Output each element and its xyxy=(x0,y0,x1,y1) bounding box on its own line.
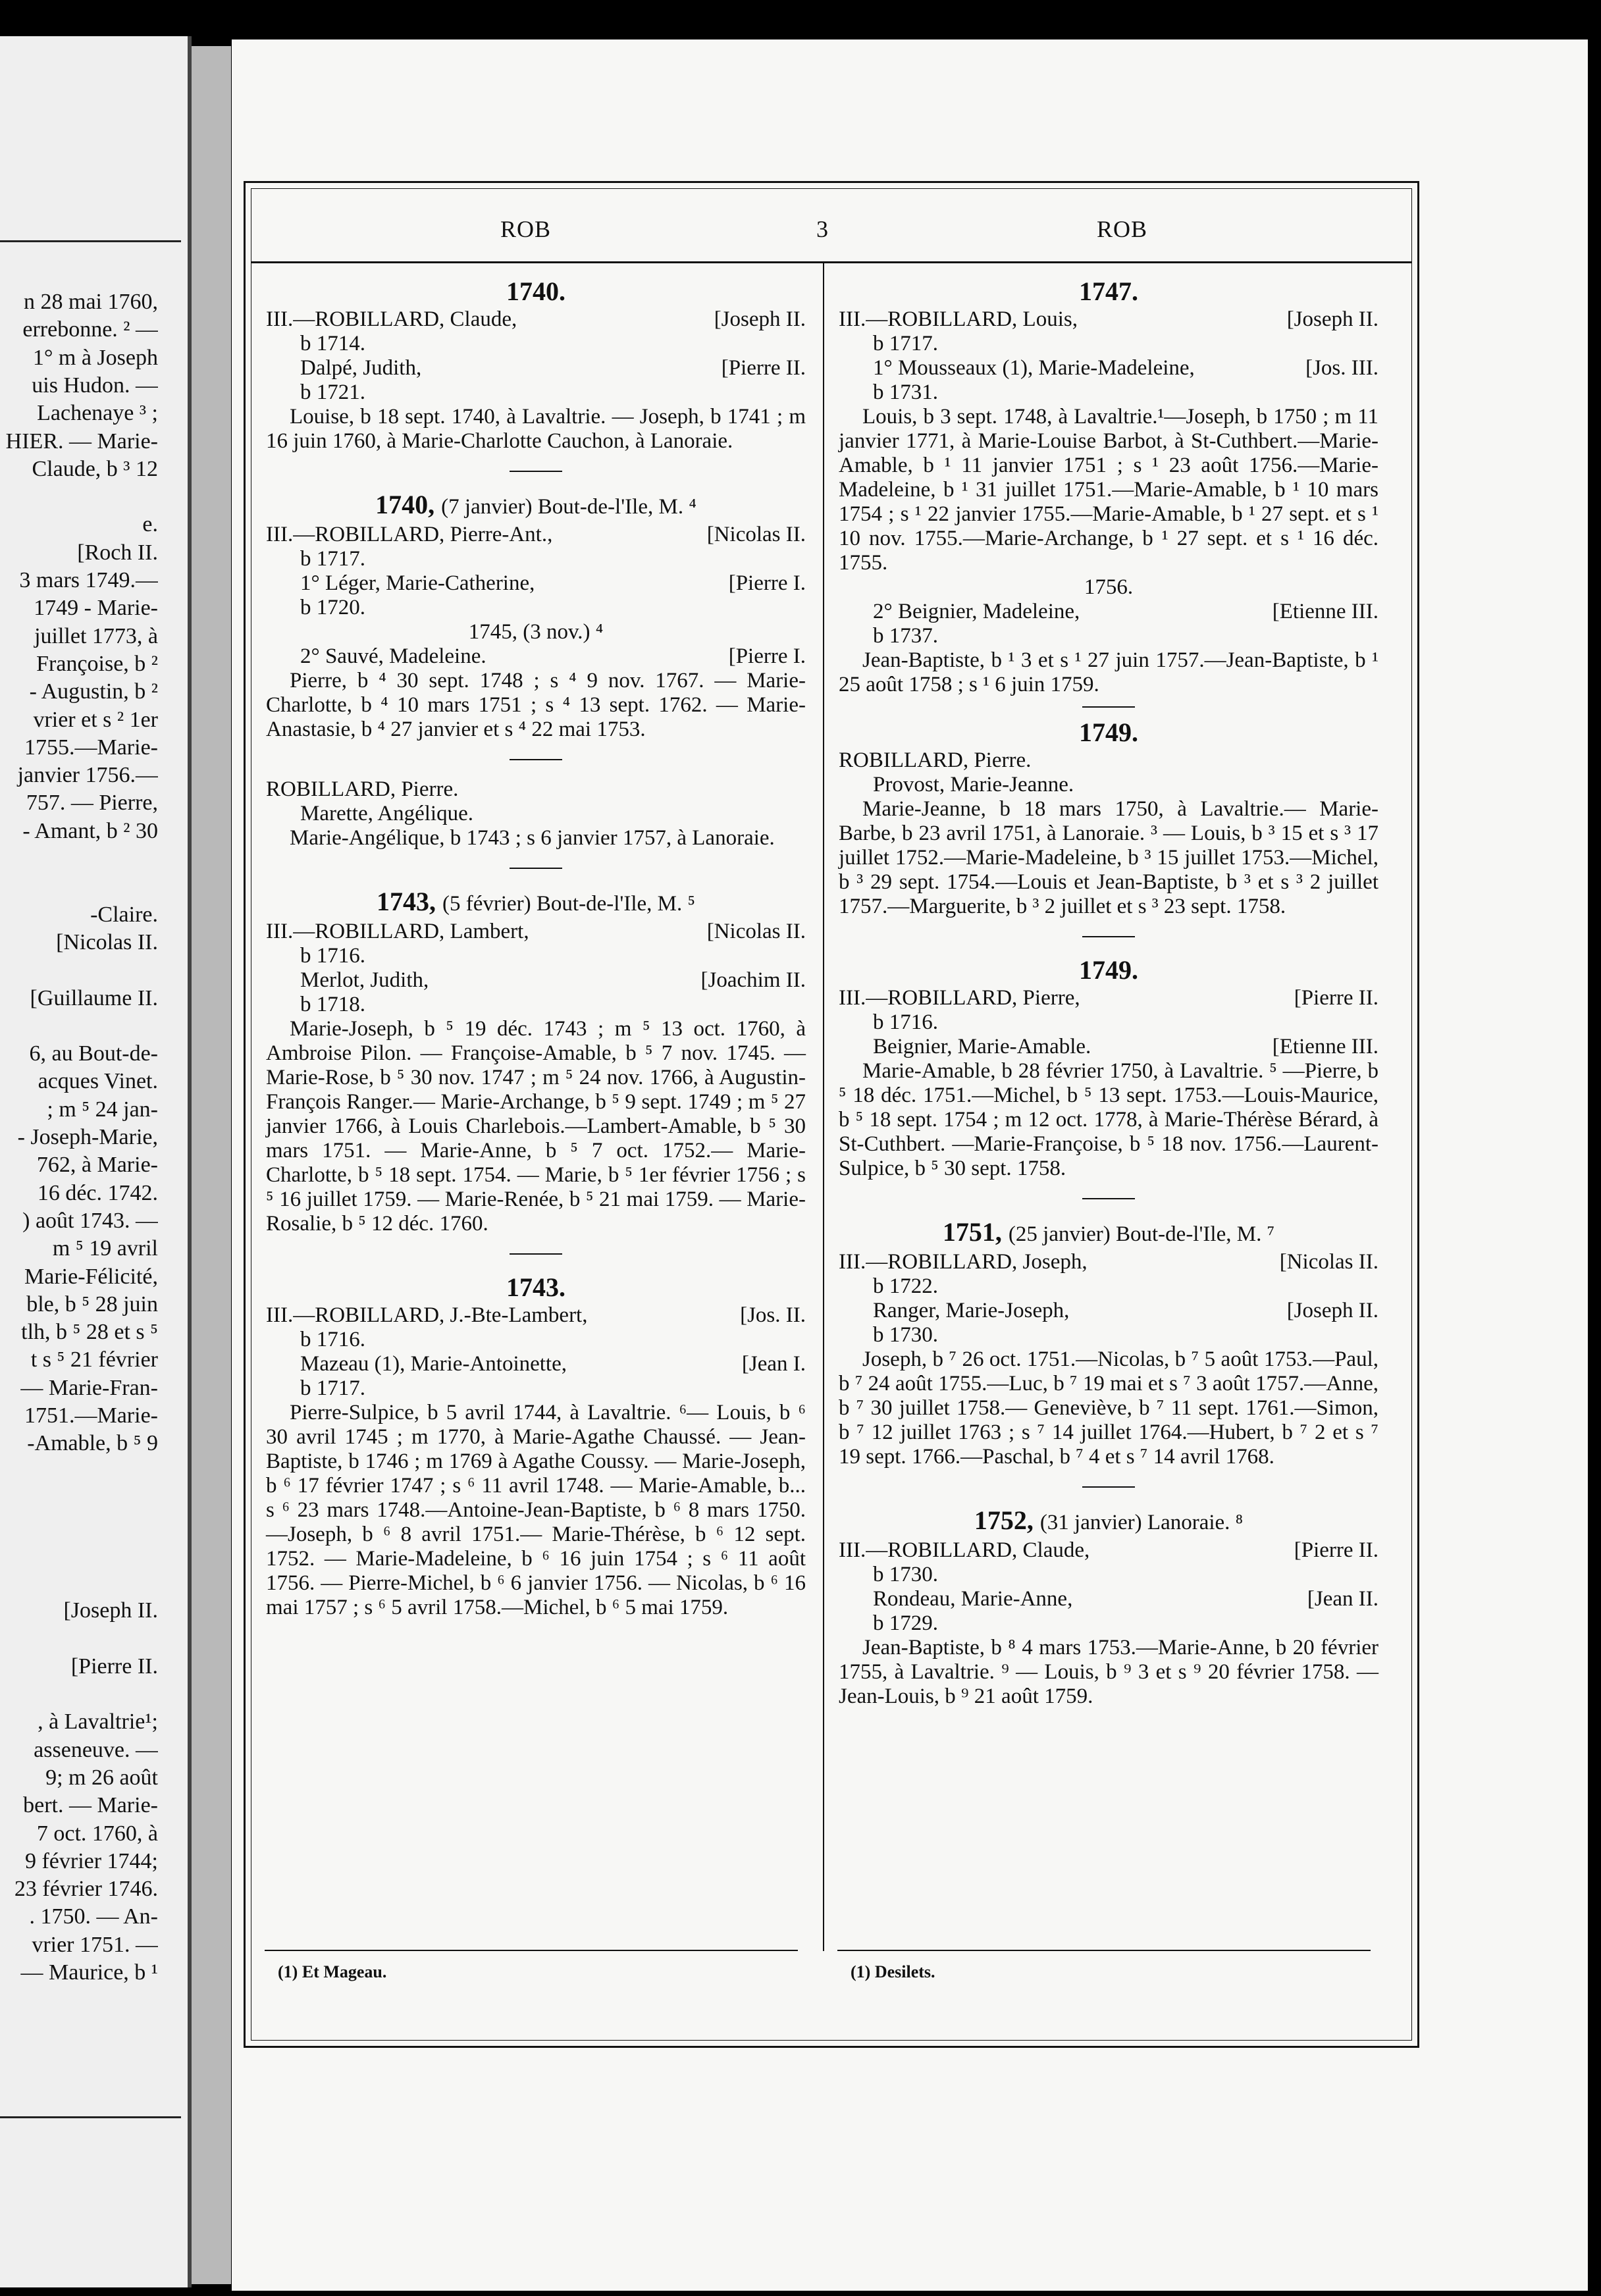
husband-line: ROBILLARD, Pierre. xyxy=(266,777,459,801)
adjacent-page-line: — Marie-Fran- xyxy=(20,1375,158,1400)
adjacent-page-line: Lachenaye ³ ; xyxy=(37,401,158,426)
wife-line: Ranger, Marie-Joseph, [Joseph II. xyxy=(873,1299,1378,1322)
footnote-rule xyxy=(837,1950,1371,1951)
wife-line: Mazeau (1), Marie-Antoinette, [Jean I. xyxy=(300,1352,806,1376)
adjacent-page-line: 16 déc. 1742. xyxy=(37,1180,158,1205)
husband-line: III.—ROBILLARD, Claude, [Pierre II. xyxy=(839,1538,1378,1562)
wife-line: Rondeau, Marie-Anne, [Jean II. xyxy=(873,1587,1378,1611)
adjacent-page-line: bert. — Marie- xyxy=(23,1793,158,1818)
footnote-rule xyxy=(265,1950,798,1951)
entry-separator xyxy=(1082,1198,1135,1199)
adjacent-page-line: errebonne. ² — xyxy=(22,317,158,342)
adjacent-page-line: 762, à Marie- xyxy=(36,1153,158,1178)
entry-year: 1752, (31 janvier) Lanoraie. ⁸ xyxy=(974,1505,1244,1535)
adjacent-page-line: m ⁵ 19 avril xyxy=(52,1236,158,1261)
adjacent-page-line: 23 février 1746. xyxy=(14,1877,158,1902)
husband-line: III.—ROBILLARD, Joseph, [Nicolas II. xyxy=(839,1250,1378,1274)
adjacent-page-line: 9; m 26 août xyxy=(45,1765,158,1790)
adjacent-page-line: - Augustin, b ² xyxy=(29,679,158,704)
adjacent-page-line: uis Hudon. — xyxy=(32,373,158,398)
adjacent-page-line: -Amable, b ⁵ 9 xyxy=(27,1431,158,1456)
adjacent-page-line: vrier 1751. — xyxy=(32,1932,158,1957)
entry-year: 1749. xyxy=(1079,718,1138,747)
adjacent-page-line: [Nicolas II. xyxy=(56,929,158,954)
wife-line: Marette, Angélique. xyxy=(300,802,474,825)
adjacent-page-line: ble, b ⁵ 28 juin xyxy=(26,1292,158,1317)
entry-year: 1751, (25 janvier) Bout-de-l'Ile, M. ⁷ xyxy=(942,1217,1275,1247)
entry-separator xyxy=(510,868,562,869)
page-frame xyxy=(244,181,1419,2048)
right-column: 1747. III.—ROBILLARD, Louis, [Joseph II. b 1717. 1° Mousseaux (1), Marie-Madeleine, [Jos. III. b 1731. Louis, b 3 sept. 1748, à Lavaltrie.¹—Joseph, b 1750 ; m 11 janvier 1771, à Marie-Louise Barbot, à St-Cuthbert.—Marie-Amable, b ¹ 11 janvier 1751 ; s ¹ 23 août 1756.—Marie-Madeleine, b ¹ 31 juillet 1751.—Marie-Amable, b ¹ 10 mars 1754 ; s ¹ 22 janvier 1755.—Marie-Amable, b ¹ 27 sept. et s ¹ 10 nov. 1755.—Marie-Archange, b ¹ 27 sept. et s ¹ 16 déc. 1755. 1756. 2° Beignier, Madeleine, [Etienne III. b 1737. Jean-Baptiste, b ¹ 3 et s ¹ 27 juin 1757.—Jean-Baptiste, b ¹ 25 août 1758 ; s ¹ 6 juin 1759. 1749. ROBILLARD, Pierre. Provost, Marie-Jeanne. Marie-Jeanne, b 18 mars 1750, à Lavaltrie.— Marie-Barbe, b 23 avril 1751, à Lanoraie. ³ — Louis, b ³ 15 et s ³ 17 juillet 1752.—Marie-Madeleine, b ³ 15 juillet 1753.—Michel, b ³ 29 sept. 1754.—Louis et Jean-Baptiste, b ³ et s ³ 2 juillet 1757.—Marguerite, b ³ 2 juillet et s ³ 23 sept. 1758. 1749. III.—ROBILLARD, Pierre, [Pierre II. b 1716. Beignier, Marie-Amable. [Etienne III. Marie-Amable, b 28 février 1750, à Lavaltrie. ⁵ —Pierre, b ⁵ 18 déc. 1751.—Michel, b ⁵ 13 sept. 1753.—Louis-Maurice, b ⁵ 18 sept. 1754 ; m 12 oct. 1778, à Marie-Thérèse Bérard, à St-Cuthbert. —Marie-Françoise, b ⁵ 18 nov. 1756.—Laurent-Sulpice, b ⁵ 30 sept. 1758. 1751, (25 janvier) Bout-de-l'Ile, M. ⁷ III.—ROBILLARD, Joseph, [Nicolas II. b 1722. Ranger, Marie-Joseph, [Joseph II. b 1730. Joseph, b ⁷ 26 oct. 1751.—Nicolas, b ⁷ 5 août 1753.—Paul, b ⁷ 24 août 1755.—Luc, b ⁷ 19 mai et s ⁷ 3 août 1757.—Anne, b ⁷ 30 juillet 1758.— Geneviève, b ⁷ 11 sept. 1761.—Simon, b ⁷ 12 juillet 1763 ; s ⁷ 14 juillet 1764.—Hubert, b ⁷ 2 et s ⁷ 19 sept. 1766.—Paschal, b ⁷ 4 et s ⁷ 14 avril 1768. 1752, (31 janvier) Lanoraie. ⁸ III.—ROBILLARD, Claude, [Pierre II. b 1730. Rondeau, Marie-Anne, [Jean II. b 1729. Jean-Baptiste, b ⁸ 4 mars 1753.—Marie-Anne, b 20 février 1755, à Lavaltrie. ⁹ — Louis, b ⁹ 3 et s ⁹ 20 février 1758. — Jean-Louis, b ⁹ 21 août 1759. xyxy=(839,276,1378,1708)
adjacent-page-fragment xyxy=(0,36,192,2287)
adjacent-page-line: 1° m à Joseph xyxy=(32,345,158,370)
children-list: Jean-Baptiste, b ¹ 3 et s ¹ 27 juin 1757.—Jean-Baptiste, b ¹ 25 août 1758 ; s ¹ 6 juin 1759. xyxy=(839,648,1378,696)
adjacent-page-line: - Joseph-Marie, xyxy=(17,1125,158,1149)
adjacent-page-line: [Roch II. xyxy=(77,540,158,565)
adjacent-page-line: Françoise, b ² xyxy=(36,651,158,676)
adjacent-page-line: [Guillaume II. xyxy=(30,985,158,1010)
adjacent-page-line: HIER. — Marie- xyxy=(5,429,158,454)
children-list: Marie-Joseph, b ⁵ 19 déc. 1743 ; m ⁵ 13 oct. 1760, à Ambroise Pilon. — Françoise-Amable, b ⁵ 7 nov. 1745. — Marie-Rose, b ⁵ 30 nov. 1747 ; m ⁵ 24 nov. 1766, à Augustin-François Ranger.— Marie-Archange, b ⁵ 9 sept. 1749 ; m ⁵ 27 janvier 1766, à Louis Charlebois.—Lambert-Amable, b ⁵ 30 mars 1751. — Marie-Anne, b ⁵ 7 oct. 1752.— Marie-Charlotte, b ⁵ 18 sept. 1754. — Marie, b ⁵ 1er février 1756 ; s ⁵ 16 juillet 1759. — Marie-Renée, b ⁵ 21 mai 1759. — Marie-Rosalie, b ⁵ 12 déc. 1760. xyxy=(266,1017,806,1236)
entry-year: 1743. xyxy=(506,1272,565,1302)
entry-separator xyxy=(1082,1486,1135,1488)
entry-year: 1743, (5 février) Bout-de-l'Ile, M. ⁵ xyxy=(377,887,695,916)
adjacent-page-line: 6, au Bout-de- xyxy=(29,1041,158,1066)
entry-separator xyxy=(510,1253,562,1255)
wife-line: 1° Léger, Marie-Catherine, [Pierre I. xyxy=(300,571,806,595)
adjacent-page-line: ) août 1743. — xyxy=(22,1208,158,1233)
adjacent-page-line: [Pierre II. xyxy=(70,1654,158,1679)
adjacent-page-line: [Joseph II. xyxy=(63,1598,158,1623)
adjacent-page-line: asseneuve. — xyxy=(34,1737,158,1762)
wife-line: 2° Beignier, Madeleine, [Etienne III. xyxy=(873,600,1378,623)
adjacent-page-line: n 28 mai 1760, xyxy=(24,290,158,314)
wife-line: 2° Sauvé, Madeleine. [Pierre I. xyxy=(300,644,806,668)
husband-line: III.—ROBILLARD, Pierre, [Pierre II. xyxy=(839,986,1378,1010)
adjacent-page-line: , à Lavaltrie¹; xyxy=(38,1709,158,1735)
adjacent-page-line: . 1750. — An- xyxy=(29,1904,158,1929)
wife-line: Provost, Marie-Jeanne. xyxy=(873,773,1074,796)
adjacent-page-line: tlh, b ⁵ 28 et s ⁵ xyxy=(21,1320,158,1345)
adjacent-page-rule xyxy=(0,2116,181,2118)
adjacent-page-line: 1755.—Marie- xyxy=(24,735,158,760)
adjacent-page-line: - Amant, b ² 30 xyxy=(22,818,158,843)
children-list: Jean-Baptiste, b ⁸ 4 mars 1753.—Marie-Anne, b 20 février 1755, à Lavaltrie. ⁹ — Louis, b ⁹ 3 et s ⁹ 20 février 1758. — Jean-Louis, b ⁹ 21 août 1759. xyxy=(839,1636,1378,1708)
running-header xyxy=(251,189,1411,263)
wife-line: Dalpé, Judith, [Pierre II. xyxy=(300,356,806,380)
footnote-right: (1) Desilets. xyxy=(851,1962,935,1981)
entry-year: 1740. xyxy=(506,276,565,306)
children-list: Pierre-Sulpice, b 5 avril 1744, à Lavaltrie. ⁶— Louis, b ⁶ 30 avril 1745 ; m 1770, à Marie-Agathe Chaussé. — Jean-Baptiste, b 1746 ; m 1769 à Agathe Coussy. — Marie-Joseph, b ⁶ 17 février 1747 ; s ⁶ 11 avril 1748. — Marie-Amable, b... s ⁶ 23 mars 1748.—Antoine-Jean-Baptiste, b ⁶ 8 mars 1750.—Joseph, b ⁶ 8 avril 1751.— Marie-Thérèse, b ⁶ 12 sept. 1752. — Marie-Madeleine, b ⁶ 16 juin 1754 ; s ⁶ 11 août 1756. — Pierre-Michel, b ⁶ 6 janvier 1756. — Nicolas, b ⁶ 16 mai 1757 ; s ⁶ 5 avril 1758.—Michel, b ⁶ 5 mai 1759. xyxy=(266,1401,806,1619)
adjacent-page-line: juillet 1773, à xyxy=(34,623,158,648)
header-right: ROB xyxy=(1097,216,1148,242)
footnote-left: (1) Et Mageau. xyxy=(278,1962,387,1981)
children-list: Pierre, b ⁴ 30 sept. 1748 ; s ⁴ 9 nov. 1767. — Marie-Charlotte, b ⁴ 10 mars 1751 ; s ⁴ 13 sept. 1762. — Marie-Anastasie, b ⁴ 27 janvier et s ⁴ 22 mai 1753. xyxy=(266,669,806,741)
adjacent-page-line: -Claire. xyxy=(90,902,158,927)
husband-line: ROBILLARD, Pierre. xyxy=(839,748,1032,772)
adjacent-page-line: 9 février 1744; xyxy=(24,1848,158,1873)
entry-separator xyxy=(1082,706,1135,708)
book-gutter xyxy=(192,46,231,2284)
adjacent-page-line: ; m ⁵ 24 jan- xyxy=(47,1097,158,1122)
adjacent-page-rule xyxy=(0,240,181,242)
wife-line: Beignier, Marie-Amable. [Etienne III. xyxy=(873,1035,1378,1058)
adjacent-page-line: 757. — Pierre, xyxy=(26,791,158,816)
husband-line: III.—ROBILLARD, Pierre-Ant., [Nicolas II. xyxy=(266,523,806,546)
adjacent-page-line: e. xyxy=(142,512,158,537)
adjacent-page-line: Marie-Félicité, xyxy=(24,1264,158,1289)
children-list: Marie-Jeanne, b 18 mars 1750, à Lavaltrie.— Marie-Barbe, b 23 avril 1751, à Lanoraie. ³ — Louis, b ³ 15 et s ³ 17 juillet 1752.—Marie-Madeleine, b ³ 15 juillet 1753.—Michel, b ³ 29 sept. 1754.—Louis et Jean-Baptiste, b ³ et s ³ 2 juillet 1757.—Marguerite, b ³ 2 juillet et s ³ 23 sept. 1758. xyxy=(839,797,1378,918)
adjacent-page-line: Claude, b ³ 12 xyxy=(32,456,158,481)
children-list: Louise, b 18 sept. 1740, à Lavaltrie. — Joseph, b 1741 ; m 16 juin 1760, à Marie-Charlotte Cauchon, à Lanoraie. xyxy=(266,405,806,453)
adjacent-page-line: acques Vinet. xyxy=(38,1069,158,1094)
husband-line: III.—ROBILLARD, Lambert, [Nicolas II. xyxy=(266,920,806,943)
entry-separator xyxy=(1082,936,1135,937)
adjacent-page-line: 3 mars 1749.— xyxy=(19,568,158,592)
entry-year: 1749. xyxy=(1079,955,1138,985)
page-number: 3 xyxy=(816,216,829,242)
adjacent-page-text xyxy=(0,36,158,2287)
children-list: Louis, b 3 sept. 1748, à Lavaltrie.¹—Joseph, b 1750 ; m 11 janvier 1771, à Marie-Louise Barbot, à St-Cuthbert.—Marie-Amable, b ¹ 11 janvier 1751 ; s ¹ 23 août 1756.—Marie-Madeleine, b ¹ 31 juillet 1751.—Marie-Amable, b ¹ 10 mars 1754 ; s ¹ 22 janvier 1755.—Marie-Amable, b ¹ 27 sept. et s ¹ 10 nov. 1755.—Marie-Archange, b ¹ 27 sept. et s ¹ 16 déc. 1755. xyxy=(839,405,1378,575)
header-left: ROB xyxy=(500,216,552,242)
wife-line: 1° Mousseaux (1), Marie-Madeleine, [Jos. III. xyxy=(873,356,1378,380)
adjacent-page-line: 7 oct. 1760, à xyxy=(36,1821,158,1846)
left-column: 1740. III.—ROBILLARD, Claude, [Joseph II. b 1714. Dalpé, Judith, [Pierre II. b 1721. Louise, b 18 sept. 1740, à Lavaltrie. — Joseph, b 1741 ; m 16 juin 1760, à Marie-Charlotte Cauchon, à Lanoraie. 1740, (7 janvier) Bout-de-l'Ile, M. ⁴ III.—ROBILLARD, Pierre-Ant., [Nicolas II. b 1717. 1° Léger, Marie-Catherine, [Pierre I. b 1720. 1745, (3 nov.) ⁴ 2° Sauvé, Madeleine. [Pierre I. Pierre, b ⁴ 30 sept. 1748 ; s ⁴ 9 nov. 1767. — Marie-Charlotte, b ⁴ 10 mars 1751 ; s ⁴ 13 sept. 1762. — Marie-Anastasie, b ⁴ 27 janvier et s ⁴ 22 mai 1753. ROBILLARD, Pierre. Marette, Angélique. Marie-Angélique, b 1743 ; s 6 janvier 1757, à Lanoraie. 1743, (5 février) Bout-de-l'Ile, M. ⁵ III.—ROBILLARD, Lambert, [Nicolas II. b 1716. Merlot, Judith, [Joachim II. b 1718. Marie-Joseph, b ⁵ 19 déc. 1743 ; m ⁵ 13 oct. 1760, à Ambroise Pilon. — Françoise-Amable, b ⁵ 7 nov. 1745. — Marie-Rose, b ⁵ 30 nov. 1747 ; m ⁵ 24 nov. 1766, à Augustin-François Ranger.— Marie-Archange, b ⁵ 9 sept. 1749 ; m ⁵ 27 janvier 1766, à Louis Charlebois.—Lambert-Amable, b ⁵ 30 mars 1751. — Marie-Anne, b ⁵ 7 oct. 1752.— Marie-Charlotte, b ⁵ 18 sept. 1754. — Marie, b ⁵ 1er février 1756 ; s ⁵ 16 juillet 1759. — Marie-Renée, b ⁵ 21 mai 1759. — Marie-Rosalie, b ⁵ 12 déc. 1760. 1743. III.—ROBILLARD, J.-Bte-Lambert, [Jos. II. b 1716. Mazeau (1), Marie-Antoinette, [Jean I. b 1717. Pierre-Sulpice, b 5 avril 1744, à Lavaltrie. ⁶— Louis, b ⁶ 30 avril 1745 ; m 1770, à Marie-Agathe Chaussé. — Jean-Baptiste, b 1746 ; m 1769 à Agathe Coussy. — Marie-Joseph, b ⁶ 17 février 1747 ; s ⁶ 11 avril 1748. — Marie-Amable, b... s ⁶ 23 mars 1748.—Antoine-Jean-Baptiste, b ⁶ 8 mars 1750.—Joseph, b ⁶ 8 avril 1751.— Marie-Thérèse, b ⁶ 12 sept. 1752. — Marie-Madeleine, b ⁶ 16 juin 1754 ; s ⁶ 11 août 1756. — Pierre-Michel, b ⁶ 6 janvier 1756. — Nicolas, b ⁶ 16 mai 1757 ; s ⁶ 5 avril 1758.—Michel, b ⁶ 5 mai 1759. xyxy=(266,276,806,1619)
entry-separator xyxy=(510,759,562,760)
children-list: Marie-Angélique, b 1743 ; s 6 janvier 1757, à Lanoraie. xyxy=(290,826,775,850)
register-page xyxy=(232,39,1588,2291)
adjacent-page-line: 1751.—Marie- xyxy=(24,1403,158,1428)
adjacent-page-line: vrier et s ² 1er xyxy=(33,707,158,732)
entry-year: 1747. xyxy=(1079,276,1138,306)
adjacent-page-line: t s ⁵ 21 février xyxy=(30,1347,158,1372)
adjacent-page-line: janvier 1756.— xyxy=(17,763,158,788)
husband-line: III.—ROBILLARD, Louis, [Joseph II. xyxy=(839,307,1378,331)
husband-line: III.—ROBILLARD, Claude, [Joseph II. xyxy=(266,307,806,331)
adjacent-page-line: 1749 - Marie- xyxy=(34,596,158,621)
entry-separator xyxy=(510,471,562,472)
adjacent-page-line: — Maurice, b ¹ xyxy=(20,1960,158,1985)
entry-year: 1740, (7 janvier) Bout-de-l'Ile, M. ⁴ xyxy=(375,490,696,519)
children-list: Marie-Amable, b 28 février 1750, à Lavaltrie. ⁵ —Pierre, b ⁵ 18 déc. 1751.—Michel, b ⁵ 13 sept. 1753.—Louis-Maurice, b ⁵ 18 sept. 1754 ; m 12 oct. 1778, à Marie-Thérèse Bérard, à St-Cuthbert. —Marie-Françoise, b ⁵ 18 nov. 1756.—Laurent-Sulpice, b ⁵ 30 sept. 1758. xyxy=(839,1059,1378,1180)
wife-line: Merlot, Judith, [Joachim II. xyxy=(300,968,806,992)
column-divider xyxy=(823,261,824,1951)
husband-line: III.—ROBILLARD, J.-Bte-Lambert, [Jos. II. xyxy=(266,1303,806,1327)
children-list: Joseph, b ⁷ 26 oct. 1751.—Nicolas, b ⁷ 5 août 1753.—Paul, b ⁷ 24 août 1755.—Luc, b ⁷ 19 mai et s ⁷ 3 août 1757.—Anne, b ⁷ 30 juillet 1758.— Geneviève, b ⁷ 11 sept. 1761.—Simon, b ⁷ 12 juillet 1763 ; s ⁷ 14 juillet 1764.—Hubert, b ⁷ 2 et s ⁷ 19 sept. 1766.—Paschal, b ⁷ 4 et s ⁷ 14 avril 1768. xyxy=(839,1347,1378,1469)
